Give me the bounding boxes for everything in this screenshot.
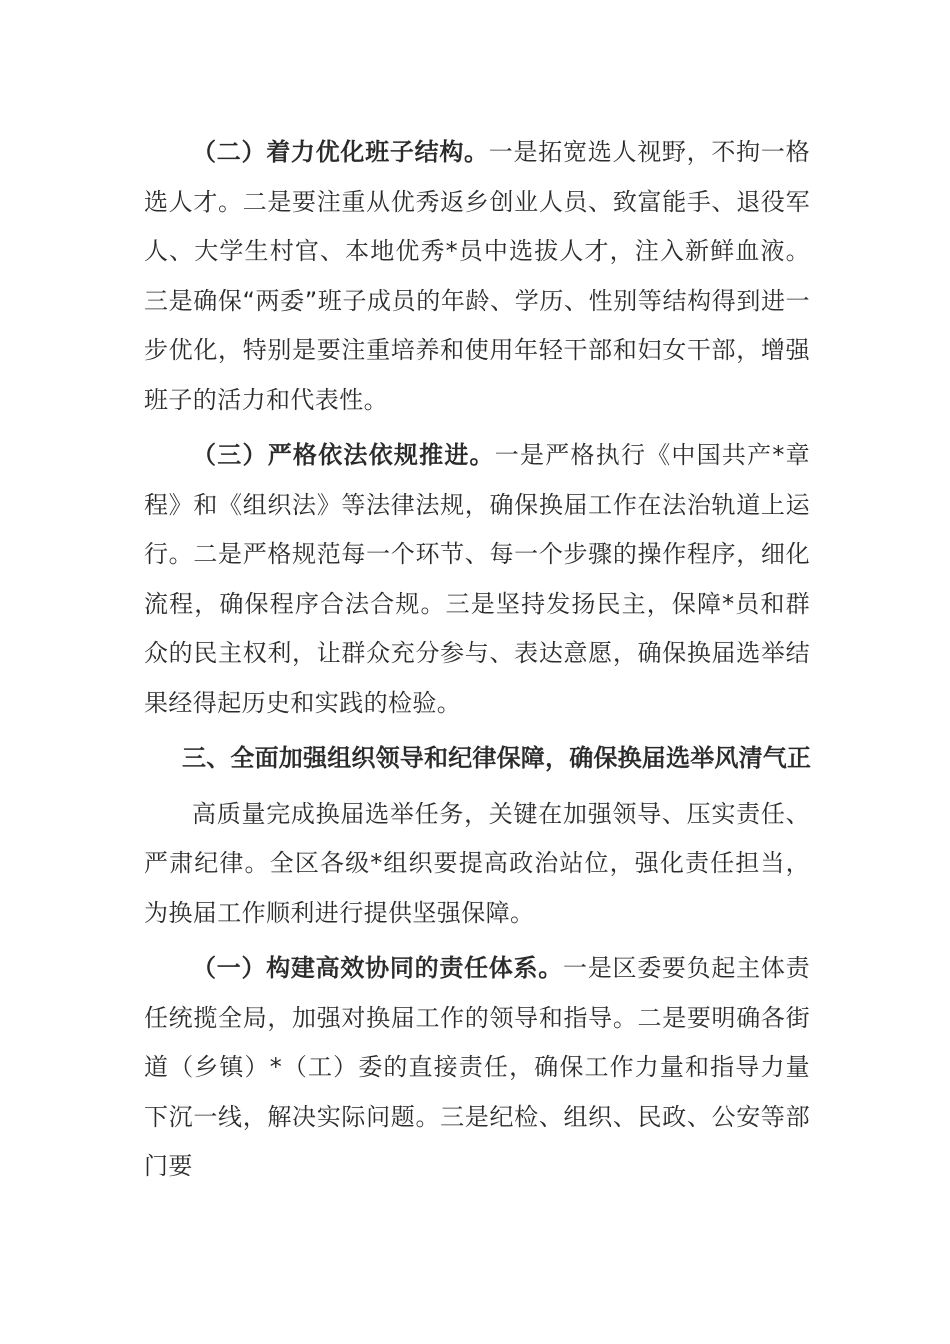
paragraph-text: 一是严格执行《中国共产*章程》和《组织法》等法律法规，确保换届工作在法治轨道上运行。二是严格规范每一个环节、每一个步骤的操作程序，细化流程，确保程序合法合规。三是坚持发扬民主，保障*员和群众的民主权利，让群众充分参与、表达意愿，确保换届选举结果经得起历史和实践的检验。 — [144, 441, 810, 717]
paragraph-text: 一是区委要负起主体责任统揽全局，加强对换届工作的领导和指导。二是要明确各街道（乡镇）*（工）委的直接责任，确保工作力量和指导力量下沉一线，解决实际问题。三是纪检、组织、民政、公安等部门要 — [144, 954, 810, 1180]
paragraph-lead: （二）着力优化班子结构。 — [192, 138, 489, 166]
paragraph-lawful-advance — [144, 431, 810, 728]
paragraph-intro: 高质量完成换届选举任务，关键在加强领导、压实责任、严肃纪律。全区各级*组织要提高政治站位，强化责任担当，为换届工作顺利进行提供坚强保障。 — [144, 799, 810, 927]
paragraph-lead: （三）严格依法依规推进。 — [192, 441, 495, 469]
document-body — [144, 128, 810, 1192]
paragraph-text: 一是拓宽选人视野，不拘一格选人才。二是要注重从优秀返乡创业人员、致富能手、退役军人、大学生村官、本地优秀*员中选拔人才，注入新鲜血液。三是确保“两委”班子成员的年龄、学历、性别等结构得到进一步优化，特别是要注重培养和使用年轻干部和妇女干部，增强班子的活力和代表性。 — [144, 138, 810, 414]
section-heading: 三、全面加强组织领导和纪律保障，确保换届选举风清气正 — [182, 744, 812, 772]
paragraph-responsibility-system — [144, 944, 810, 1192]
paragraph-lead: （一）构建高效协同的责任体系。 — [192, 954, 563, 982]
paragraph-optimize-structure — [144, 128, 810, 425]
